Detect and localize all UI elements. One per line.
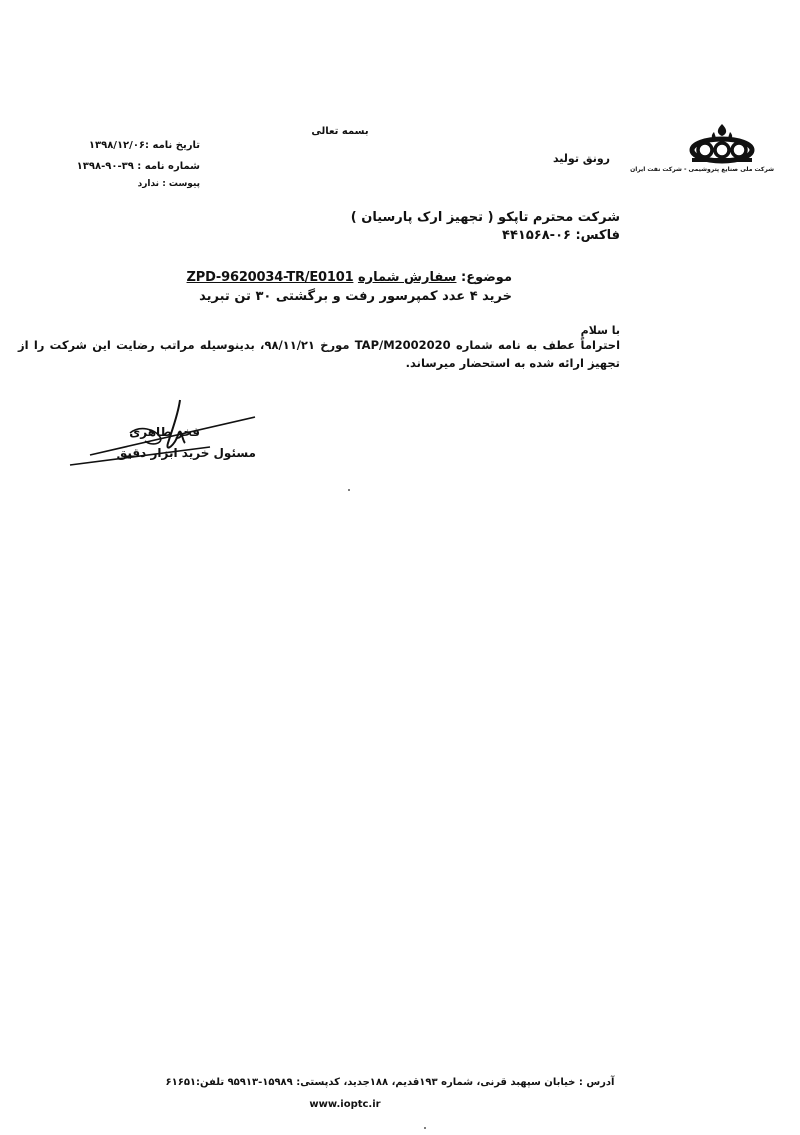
- copy-to-label: رونق تولید: [552, 152, 610, 165]
- footer-website: www.ioptc.ir: [309, 1099, 381, 1110]
- logo-caption: شرکت ملی صنایع پتروشیمی - شرکت نفت ایران: [630, 166, 774, 173]
- subject-reference: ZPD-9620034-TR/E0101: [186, 270, 354, 285]
- recipient-line: شرکت محترم تاپکو ( تجهیز ارک پارسیان ): [350, 210, 620, 225]
- letter-date: تاریخ نامه :۱۳۹۸/۱۲/۰۶: [88, 140, 200, 151]
- scan-speck: [348, 489, 350, 491]
- signatory-title: مسئول خرید ابزار دقیق: [116, 446, 256, 460]
- letter-attachment: پیوست : ندارد: [137, 179, 200, 189]
- subject-line: [187, 270, 512, 285]
- signatory-name: فخر طاهری: [129, 425, 200, 439]
- fax-label: فاکس:: [575, 228, 620, 243]
- greeting: با سلام: [580, 324, 620, 337]
- footer-address: آدرس : خیابان سپهبد قرنی، شماره ۱۹۳قدیم، ۱۸۸جدید، کدپستی: ۱۵۹۸۹-۹۵۹۱۳ تلفن:۶۱۶۵۱: [165, 1077, 615, 1088]
- scan-speck: [424, 1127, 426, 1129]
- subject-description: خرید ۴ عدد کمپرسور رفت و برگشتی ۳۰ تن تبرید: [199, 289, 512, 304]
- bismillah-heading: بسمه تعالی: [311, 126, 369, 137]
- letter-number: شماره نامه : ۳۹-۹۰-۱۳۹۸: [76, 161, 200, 172]
- fax-number: ۰۶-۴۴۱۵۶۸: [502, 228, 571, 243]
- fax-line: [502, 228, 620, 243]
- body-paragraph: احتراماً عطف به نامه شماره TAP/M2002020 مورخ ۹۸/۱۱/۲۱، بدینوسیله مراتب رضایت این شرکت را از تجهیز ارائه شده به استحضار میرساند.: [18, 338, 621, 370]
- subject-prefix: سفارش شماره: [357, 270, 457, 285]
- subject-label: موضوع:: [461, 270, 512, 285]
